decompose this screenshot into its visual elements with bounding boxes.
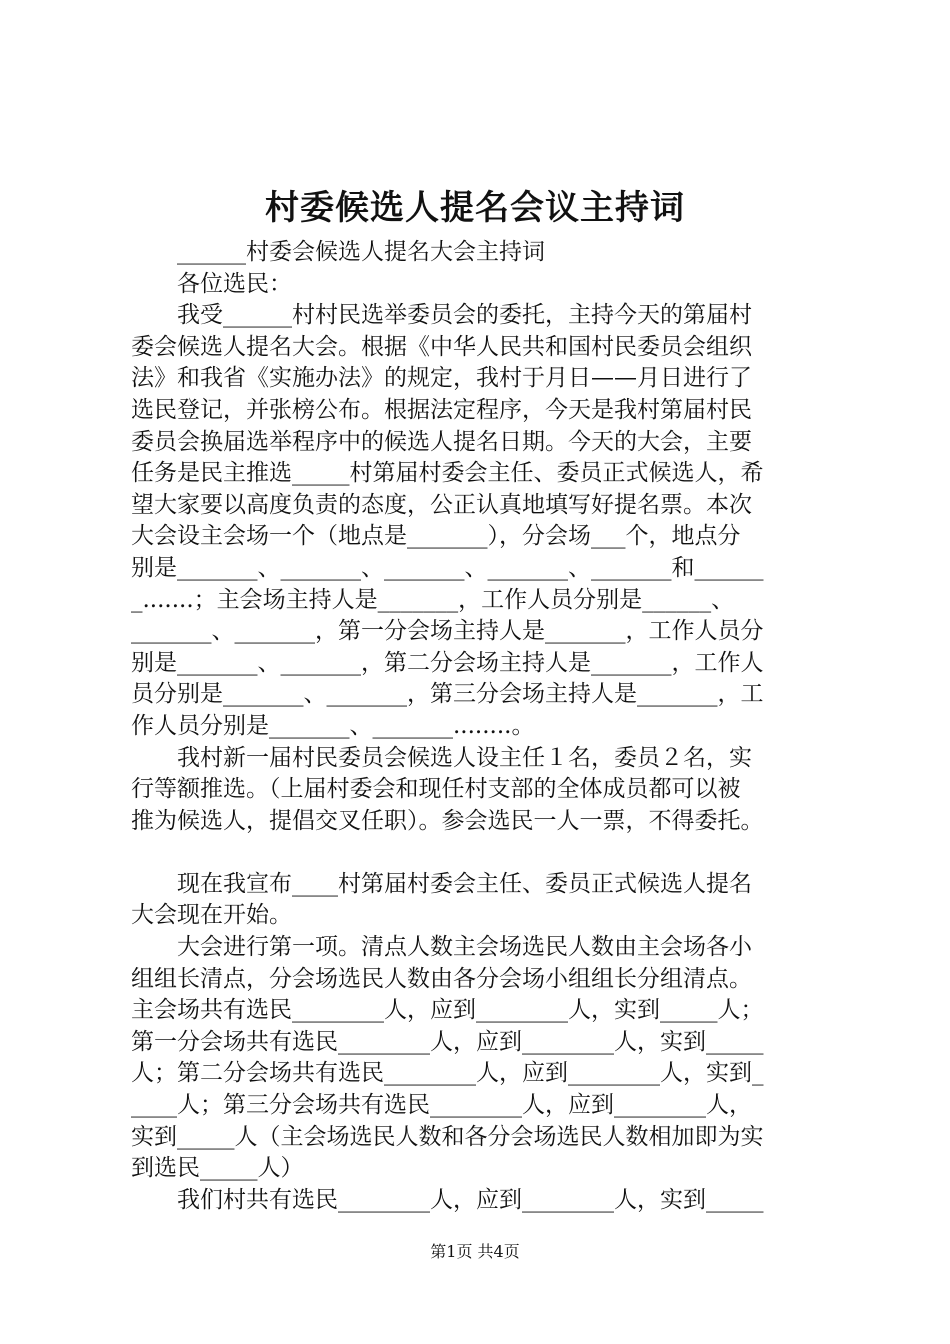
body-line: ______村委会候选人提名大会主持词 bbox=[131, 239, 545, 265]
body-line: 现在我宣布____村第届村委会主任、委员正式候选人提名 bbox=[131, 870, 752, 897]
body-line: 别是_______、_______，第二分会场主持人是_______，工作人 bbox=[131, 649, 764, 676]
body-line bbox=[131, 837, 841, 869]
body-line: 行等额推选。（上届村委会和现任村支部的全体成员都可以被 bbox=[131, 776, 741, 803]
body-line: 我受______村村民选举委员会的委托，主持今天的第届村 bbox=[131, 302, 752, 329]
body-line: 作人员分别是_______、_______........。 bbox=[131, 712, 535, 739]
body-line: 各位选民： bbox=[131, 270, 292, 297]
body-line: 组组长清点，分会场选民人数由各分会场小组组长分组清点。 bbox=[131, 965, 752, 992]
body-line: 望大家要以高度负责的态度，公正认真地填写好提名票。本次 bbox=[131, 491, 752, 518]
body-line: 第一分会场共有选民________人，应到________人，实到_____ bbox=[131, 1028, 764, 1055]
body-line: 选民登记，并张榜公布。根据法定程序，今天是我村第届村民 bbox=[131, 396, 752, 423]
body-line: 员分别是_______、_______，第三分会场主持人是_______，工 bbox=[131, 681, 764, 708]
body-line: _______、_______，第一分会场主持人是_______，工作人员分 bbox=[131, 618, 764, 645]
body-line: 实到_____人（主会场选民人数和各分会场选民人数相加即为实 bbox=[131, 1123, 764, 1150]
body-line: 别是_______、_______、_______、_______、_______和______ bbox=[131, 554, 764, 581]
body-line: 我村新一届村民委员会候选人设主任１名，委员２名，实 bbox=[131, 744, 752, 771]
body-line: 委员会换届选举程序中的候选人提名日期。今天的大会，主要 bbox=[131, 428, 752, 455]
body-line: 大会进行第一项。清点人数主会场选民人数由主会场各小 bbox=[131, 934, 752, 961]
body-line: 大会现在开始。 bbox=[131, 902, 292, 929]
document-title: 村委候选人提名会议主持词 bbox=[265, 188, 685, 228]
body-line: 法》和我省《实施办法》的规定，我村于月日——月日进行了 bbox=[131, 365, 752, 392]
body-line: 推为候选人，提倡交叉任职）。参会选民一人一票，不得委托。 bbox=[131, 807, 764, 834]
body-line: 大会设主会场一个（地点是_______），分会场___个，地点分 bbox=[131, 523, 741, 550]
body-line: ____人；第三分会场共有选民________人，应到________人， bbox=[131, 1092, 752, 1119]
body-line: _.......；主会场主持人是_______，工作人员分别是______、 bbox=[131, 586, 735, 613]
page-footer: 第1页 共4页 bbox=[430, 1242, 520, 1261]
body-line: 人；第二分会场共有选民________人，应到________人，实到_ bbox=[131, 1060, 764, 1087]
body-line: 主会场共有选民________人，应到________人，实到_____人； bbox=[131, 997, 764, 1024]
body-line: 任务是民主推选_____村第届村委会主任、委员正式候选人，希 bbox=[131, 460, 764, 487]
body-line: 委会候选人提名大会。根据《中华人民共和国村民委员会组织 bbox=[131, 333, 752, 360]
body-line: 我们村共有选民________人，应到________人，实到_____ bbox=[131, 1186, 764, 1213]
body-line: 到选民_____人） bbox=[131, 1155, 304, 1182]
document-body bbox=[131, 237, 841, 1216]
